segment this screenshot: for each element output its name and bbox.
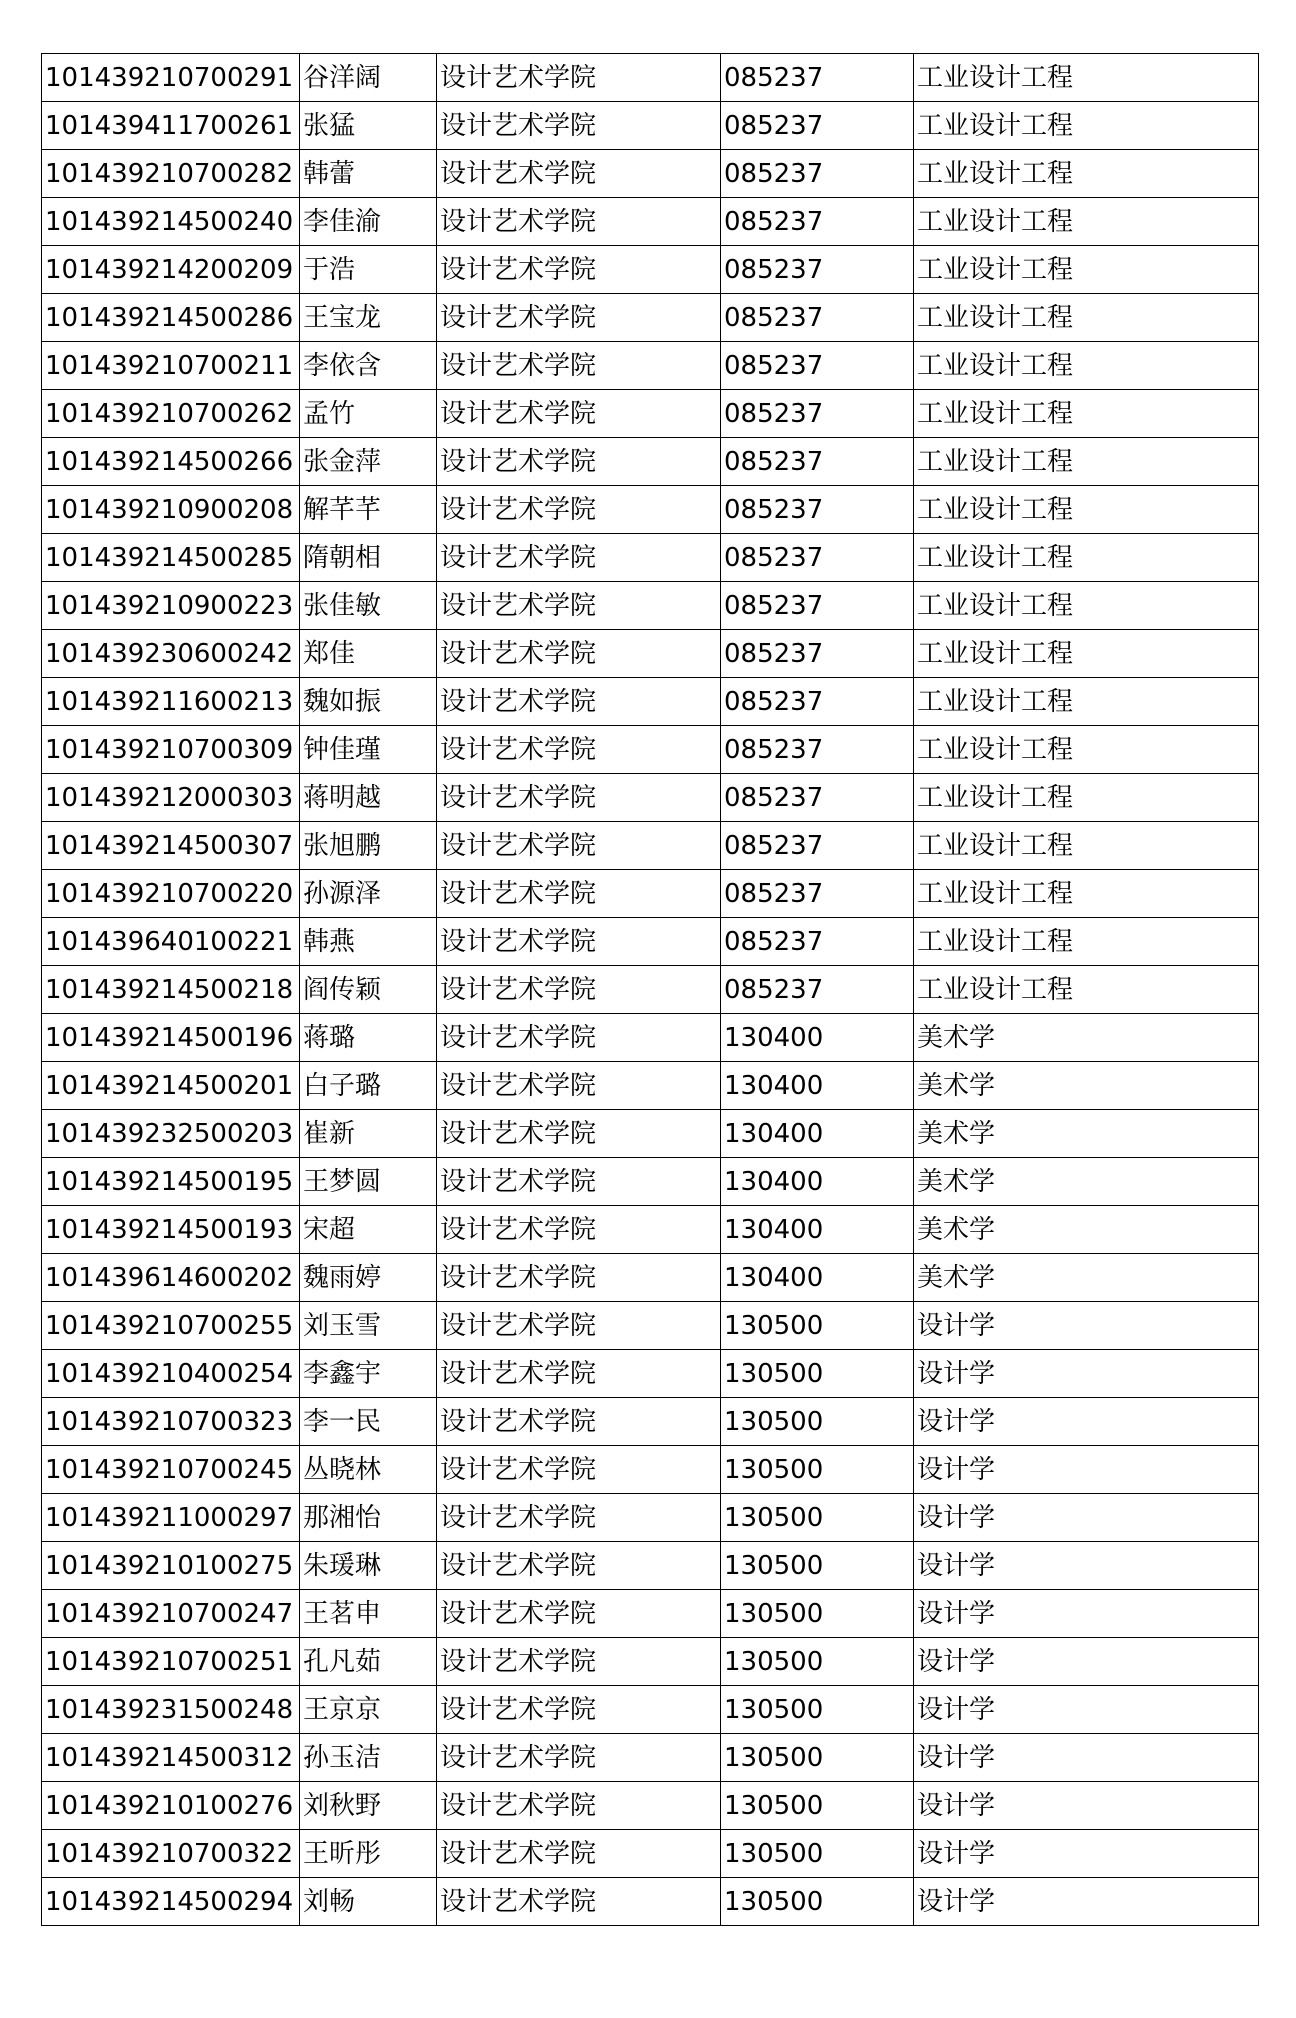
candidate-id-cell: 101439210700251 bbox=[42, 1638, 300, 1686]
candidate-id-cell: 101439211000297 bbox=[42, 1494, 300, 1542]
major-code-cell: 085237 bbox=[721, 582, 914, 630]
major-name-cell: 工业设计工程 bbox=[914, 534, 1259, 582]
student-name-cell: 刘秋野 bbox=[300, 1782, 437, 1830]
major-name-cell: 工业设计工程 bbox=[914, 102, 1259, 150]
college-cell: 设计艺术学院 bbox=[437, 678, 721, 726]
table-body bbox=[42, 54, 1259, 1926]
student-name-cell: 王昕彤 bbox=[300, 1830, 437, 1878]
major-code-cell: 130500 bbox=[721, 1542, 914, 1590]
major-name-cell: 设计学 bbox=[914, 1590, 1259, 1638]
candidate-id-cell: 101439214500218 bbox=[42, 966, 300, 1014]
college-cell: 设计艺术学院 bbox=[437, 198, 721, 246]
student-name-cell: 张旭鹏 bbox=[300, 822, 437, 870]
table-row bbox=[42, 1590, 1259, 1638]
major-code-cell: 085237 bbox=[721, 534, 914, 582]
student-name-cell: 蒋璐 bbox=[300, 1014, 437, 1062]
student-name-cell: 崔新 bbox=[300, 1110, 437, 1158]
college-cell: 设计艺术学院 bbox=[437, 150, 721, 198]
college-cell: 设计艺术学院 bbox=[437, 1254, 721, 1302]
major-name-cell: 工业设计工程 bbox=[914, 918, 1259, 966]
table-row bbox=[42, 1686, 1259, 1734]
major-name-cell: 工业设计工程 bbox=[914, 822, 1259, 870]
major-code-cell: 085237 bbox=[721, 246, 914, 294]
student-name-cell: 孙源泽 bbox=[300, 870, 437, 918]
college-cell: 设计艺术学院 bbox=[437, 1734, 721, 1782]
candidate-id-cell: 101439214500201 bbox=[42, 1062, 300, 1110]
major-code-cell: 130500 bbox=[721, 1686, 914, 1734]
college-cell: 设计艺术学院 bbox=[437, 822, 721, 870]
major-name-cell: 工业设计工程 bbox=[914, 54, 1259, 102]
table-row bbox=[42, 870, 1259, 918]
college-cell: 设计艺术学院 bbox=[437, 918, 721, 966]
candidate-id-cell: 101439230600242 bbox=[42, 630, 300, 678]
major-code-cell: 085237 bbox=[721, 870, 914, 918]
table-row bbox=[42, 1398, 1259, 1446]
candidate-id-cell: 101439210700282 bbox=[42, 150, 300, 198]
student-name-cell: 王梦圆 bbox=[300, 1158, 437, 1206]
candidate-id-cell: 101439214500294 bbox=[42, 1878, 300, 1926]
major-code-cell: 085237 bbox=[721, 438, 914, 486]
candidate-id-cell: 101439214500193 bbox=[42, 1206, 300, 1254]
student-name-cell: 王宝龙 bbox=[300, 294, 437, 342]
major-code-cell: 130500 bbox=[721, 1830, 914, 1878]
table-row bbox=[42, 246, 1259, 294]
major-code-cell: 130400 bbox=[721, 1254, 914, 1302]
table-row bbox=[42, 150, 1259, 198]
major-name-cell: 设计学 bbox=[914, 1830, 1259, 1878]
table-row bbox=[42, 966, 1259, 1014]
college-cell: 设计艺术学院 bbox=[437, 438, 721, 486]
college-cell: 设计艺术学院 bbox=[437, 534, 721, 582]
candidate-id-cell: 101439214500240 bbox=[42, 198, 300, 246]
table-row bbox=[42, 1734, 1259, 1782]
student-name-cell: 刘玉雪 bbox=[300, 1302, 437, 1350]
student-name-cell: 蒋明越 bbox=[300, 774, 437, 822]
table-row bbox=[42, 1830, 1259, 1878]
college-cell: 设计艺术学院 bbox=[437, 390, 721, 438]
student-name-cell: 解芊芊 bbox=[300, 486, 437, 534]
college-cell: 设计艺术学院 bbox=[437, 726, 721, 774]
college-cell: 设计艺术学院 bbox=[437, 1686, 721, 1734]
student-name-cell: 韩燕 bbox=[300, 918, 437, 966]
candidate-id-cell: 101439214500196 bbox=[42, 1014, 300, 1062]
table-row bbox=[42, 678, 1259, 726]
major-name-cell: 设计学 bbox=[914, 1446, 1259, 1494]
table-row bbox=[42, 1062, 1259, 1110]
major-name-cell: 工业设计工程 bbox=[914, 630, 1259, 678]
college-cell: 设计艺术学院 bbox=[437, 1014, 721, 1062]
student-name-cell: 丛晓林 bbox=[300, 1446, 437, 1494]
student-name-cell: 李鑫宇 bbox=[300, 1350, 437, 1398]
major-name-cell: 美术学 bbox=[914, 1158, 1259, 1206]
college-cell: 设计艺术学院 bbox=[437, 486, 721, 534]
candidate-id-cell: 101439210700255 bbox=[42, 1302, 300, 1350]
table-row bbox=[42, 54, 1259, 102]
student-name-cell: 李佳渝 bbox=[300, 198, 437, 246]
table-row bbox=[42, 630, 1259, 678]
candidate-id-cell: 101439210700262 bbox=[42, 390, 300, 438]
major-name-cell: 工业设计工程 bbox=[914, 390, 1259, 438]
major-name-cell: 工业设计工程 bbox=[914, 198, 1259, 246]
college-cell: 设计艺术学院 bbox=[437, 1302, 721, 1350]
major-code-cell: 085237 bbox=[721, 102, 914, 150]
major-code-cell: 130500 bbox=[721, 1590, 914, 1638]
table-row bbox=[42, 294, 1259, 342]
table-row bbox=[42, 438, 1259, 486]
major-name-cell: 设计学 bbox=[914, 1878, 1259, 1926]
student-name-cell: 张佳敏 bbox=[300, 582, 437, 630]
college-cell: 设计艺术学院 bbox=[437, 1542, 721, 1590]
table-row bbox=[42, 1494, 1259, 1542]
student-name-cell: 刘畅 bbox=[300, 1878, 437, 1926]
student-name-cell: 阎传颖 bbox=[300, 966, 437, 1014]
major-code-cell: 130400 bbox=[721, 1110, 914, 1158]
candidate-id-cell: 101439614600202 bbox=[42, 1254, 300, 1302]
college-cell: 设计艺术学院 bbox=[437, 630, 721, 678]
college-cell: 设计艺术学院 bbox=[437, 1110, 721, 1158]
college-cell: 设计艺术学院 bbox=[437, 102, 721, 150]
major-code-cell: 085237 bbox=[721, 726, 914, 774]
major-name-cell: 设计学 bbox=[914, 1350, 1259, 1398]
table-row bbox=[42, 1638, 1259, 1686]
student-name-cell: 魏如振 bbox=[300, 678, 437, 726]
major-code-cell: 130500 bbox=[721, 1302, 914, 1350]
candidate-id-cell: 101439210900223 bbox=[42, 582, 300, 630]
candidate-id-cell: 101439210700322 bbox=[42, 1830, 300, 1878]
major-name-cell: 设计学 bbox=[914, 1782, 1259, 1830]
major-name-cell: 美术学 bbox=[914, 1062, 1259, 1110]
major-name-cell: 工业设计工程 bbox=[914, 150, 1259, 198]
major-code-cell: 130400 bbox=[721, 1062, 914, 1110]
major-name-cell: 工业设计工程 bbox=[914, 246, 1259, 294]
college-cell: 设计艺术学院 bbox=[437, 1062, 721, 1110]
candidate-id-cell: 101439214500312 bbox=[42, 1734, 300, 1782]
major-code-cell: 085237 bbox=[721, 486, 914, 534]
major-name-cell: 设计学 bbox=[914, 1638, 1259, 1686]
student-name-cell: 那湘怡 bbox=[300, 1494, 437, 1542]
table-row bbox=[42, 1206, 1259, 1254]
table-row bbox=[42, 1782, 1259, 1830]
major-name-cell: 设计学 bbox=[914, 1686, 1259, 1734]
candidate-id-cell: 101439211600213 bbox=[42, 678, 300, 726]
major-code-cell: 130500 bbox=[721, 1446, 914, 1494]
student-name-cell: 郑佳 bbox=[300, 630, 437, 678]
table-row bbox=[42, 198, 1259, 246]
major-code-cell: 085237 bbox=[721, 678, 914, 726]
college-cell: 设计艺术学院 bbox=[437, 246, 721, 294]
candidate-id-cell: 101439214500266 bbox=[42, 438, 300, 486]
candidate-id-cell: 101439210700247 bbox=[42, 1590, 300, 1638]
student-name-cell: 孙玉洁 bbox=[300, 1734, 437, 1782]
candidate-id-cell: 101439232500203 bbox=[42, 1110, 300, 1158]
college-cell: 设计艺术学院 bbox=[437, 1350, 721, 1398]
table-row bbox=[42, 1014, 1259, 1062]
table-row bbox=[42, 1158, 1259, 1206]
student-name-cell: 于浩 bbox=[300, 246, 437, 294]
major-name-cell: 美术学 bbox=[914, 1254, 1259, 1302]
major-code-cell: 085237 bbox=[721, 198, 914, 246]
major-name-cell: 设计学 bbox=[914, 1494, 1259, 1542]
major-name-cell: 工业设计工程 bbox=[914, 582, 1259, 630]
major-code-cell: 085237 bbox=[721, 966, 914, 1014]
student-name-cell: 王京京 bbox=[300, 1686, 437, 1734]
table-row bbox=[42, 726, 1259, 774]
table-row bbox=[42, 918, 1259, 966]
major-code-cell: 130400 bbox=[721, 1158, 914, 1206]
candidate-id-cell: 101439214500286 bbox=[42, 294, 300, 342]
major-code-cell: 130500 bbox=[721, 1398, 914, 1446]
table-row bbox=[42, 774, 1259, 822]
table-row bbox=[42, 534, 1259, 582]
major-name-cell: 工业设计工程 bbox=[914, 486, 1259, 534]
college-cell: 设计艺术学院 bbox=[437, 1494, 721, 1542]
student-name-cell: 魏雨婷 bbox=[300, 1254, 437, 1302]
major-code-cell: 130500 bbox=[721, 1638, 914, 1686]
major-name-cell: 工业设计工程 bbox=[914, 870, 1259, 918]
student-name-cell: 李依含 bbox=[300, 342, 437, 390]
student-name-cell: 王茗申 bbox=[300, 1590, 437, 1638]
student-name-cell: 白子璐 bbox=[300, 1062, 437, 1110]
college-cell: 设计艺术学院 bbox=[437, 1782, 721, 1830]
candidate-id-cell: 101439210100276 bbox=[42, 1782, 300, 1830]
table-row bbox=[42, 390, 1259, 438]
major-name-cell: 工业设计工程 bbox=[914, 438, 1259, 486]
college-cell: 设计艺术学院 bbox=[437, 342, 721, 390]
student-name-cell: 孟竹 bbox=[300, 390, 437, 438]
candidate-id-cell: 101439214500285 bbox=[42, 534, 300, 582]
student-name-cell: 张猛 bbox=[300, 102, 437, 150]
table-row bbox=[42, 822, 1259, 870]
major-name-cell: 工业设计工程 bbox=[914, 774, 1259, 822]
student-name-cell: 李一民 bbox=[300, 1398, 437, 1446]
major-code-cell: 130500 bbox=[721, 1494, 914, 1542]
major-name-cell: 工业设计工程 bbox=[914, 726, 1259, 774]
student-name-cell: 韩蕾 bbox=[300, 150, 437, 198]
candidate-id-cell: 101439214200209 bbox=[42, 246, 300, 294]
major-code-cell: 085237 bbox=[721, 390, 914, 438]
candidate-id-cell: 101439210700211 bbox=[42, 342, 300, 390]
table-row bbox=[42, 1254, 1259, 1302]
college-cell: 设计艺术学院 bbox=[437, 582, 721, 630]
table-row bbox=[42, 1446, 1259, 1494]
major-code-cell: 130400 bbox=[721, 1014, 914, 1062]
college-cell: 设计艺术学院 bbox=[437, 966, 721, 1014]
admission-list-table bbox=[41, 53, 1259, 1926]
college-cell: 设计艺术学院 bbox=[437, 1398, 721, 1446]
major-name-cell: 美术学 bbox=[914, 1206, 1259, 1254]
table-row bbox=[42, 342, 1259, 390]
candidate-id-cell: 101439210700323 bbox=[42, 1398, 300, 1446]
table-row bbox=[42, 1302, 1259, 1350]
major-code-cell: 085237 bbox=[721, 918, 914, 966]
major-name-cell: 美术学 bbox=[914, 1014, 1259, 1062]
candidate-id-cell: 101439210700309 bbox=[42, 726, 300, 774]
college-cell: 设计艺术学院 bbox=[437, 774, 721, 822]
candidate-id-cell: 101439210700291 bbox=[42, 54, 300, 102]
college-cell: 设计艺术学院 bbox=[437, 1206, 721, 1254]
major-name-cell: 设计学 bbox=[914, 1542, 1259, 1590]
major-name-cell: 工业设计工程 bbox=[914, 342, 1259, 390]
college-cell: 设计艺术学院 bbox=[437, 870, 721, 918]
candidate-id-cell: 101439411700261 bbox=[42, 102, 300, 150]
major-code-cell: 130400 bbox=[721, 1206, 914, 1254]
major-code-cell: 085237 bbox=[721, 150, 914, 198]
college-cell: 设计艺术学院 bbox=[437, 294, 721, 342]
major-name-cell: 工业设计工程 bbox=[914, 294, 1259, 342]
candidate-id-cell: 101439212000303 bbox=[42, 774, 300, 822]
table-row bbox=[42, 486, 1259, 534]
table-row bbox=[42, 1542, 1259, 1590]
college-cell: 设计艺术学院 bbox=[437, 54, 721, 102]
table-row bbox=[42, 1350, 1259, 1398]
college-cell: 设计艺术学院 bbox=[437, 1446, 721, 1494]
major-code-cell: 085237 bbox=[721, 294, 914, 342]
major-code-cell: 130500 bbox=[721, 1734, 914, 1782]
college-cell: 设计艺术学院 bbox=[437, 1158, 721, 1206]
candidate-id-cell: 101439210400254 bbox=[42, 1350, 300, 1398]
major-code-cell: 130500 bbox=[721, 1350, 914, 1398]
candidate-id-cell: 101439210100275 bbox=[42, 1542, 300, 1590]
student-name-cell: 张金萍 bbox=[300, 438, 437, 486]
candidate-id-cell: 101439214500307 bbox=[42, 822, 300, 870]
candidate-id-cell: 101439210700220 bbox=[42, 870, 300, 918]
student-name-cell: 钟佳瑾 bbox=[300, 726, 437, 774]
major-code-cell: 085237 bbox=[721, 342, 914, 390]
student-name-cell: 朱瑗琳 bbox=[300, 1542, 437, 1590]
candidate-id-cell: 101439210700245 bbox=[42, 1446, 300, 1494]
major-name-cell: 工业设计工程 bbox=[914, 678, 1259, 726]
college-cell: 设计艺术学院 bbox=[437, 1638, 721, 1686]
student-name-cell: 宋超 bbox=[300, 1206, 437, 1254]
student-name-cell: 谷洋阔 bbox=[300, 54, 437, 102]
candidate-id-cell: 101439214500195 bbox=[42, 1158, 300, 1206]
table-row bbox=[42, 102, 1259, 150]
major-name-cell: 设计学 bbox=[914, 1398, 1259, 1446]
candidate-id-cell: 101439210900208 bbox=[42, 486, 300, 534]
major-code-cell: 085237 bbox=[721, 774, 914, 822]
major-code-cell: 085237 bbox=[721, 630, 914, 678]
college-cell: 设计艺术学院 bbox=[437, 1830, 721, 1878]
table-row bbox=[42, 582, 1259, 630]
college-cell: 设计艺术学院 bbox=[437, 1590, 721, 1638]
candidate-id-cell: 101439640100221 bbox=[42, 918, 300, 966]
major-code-cell: 130500 bbox=[721, 1878, 914, 1926]
candidate-id-cell: 101439231500248 bbox=[42, 1686, 300, 1734]
student-name-cell: 孔凡茹 bbox=[300, 1638, 437, 1686]
major-name-cell: 工业设计工程 bbox=[914, 966, 1259, 1014]
table-row bbox=[42, 1110, 1259, 1158]
college-cell: 设计艺术学院 bbox=[437, 1878, 721, 1926]
table-row bbox=[42, 1878, 1259, 1926]
major-code-cell: 085237 bbox=[721, 54, 914, 102]
major-name-cell: 美术学 bbox=[914, 1110, 1259, 1158]
student-name-cell: 隋朝相 bbox=[300, 534, 437, 582]
major-name-cell: 设计学 bbox=[914, 1734, 1259, 1782]
major-name-cell: 设计学 bbox=[914, 1302, 1259, 1350]
major-code-cell: 130500 bbox=[721, 1782, 914, 1830]
major-code-cell: 085237 bbox=[721, 822, 914, 870]
